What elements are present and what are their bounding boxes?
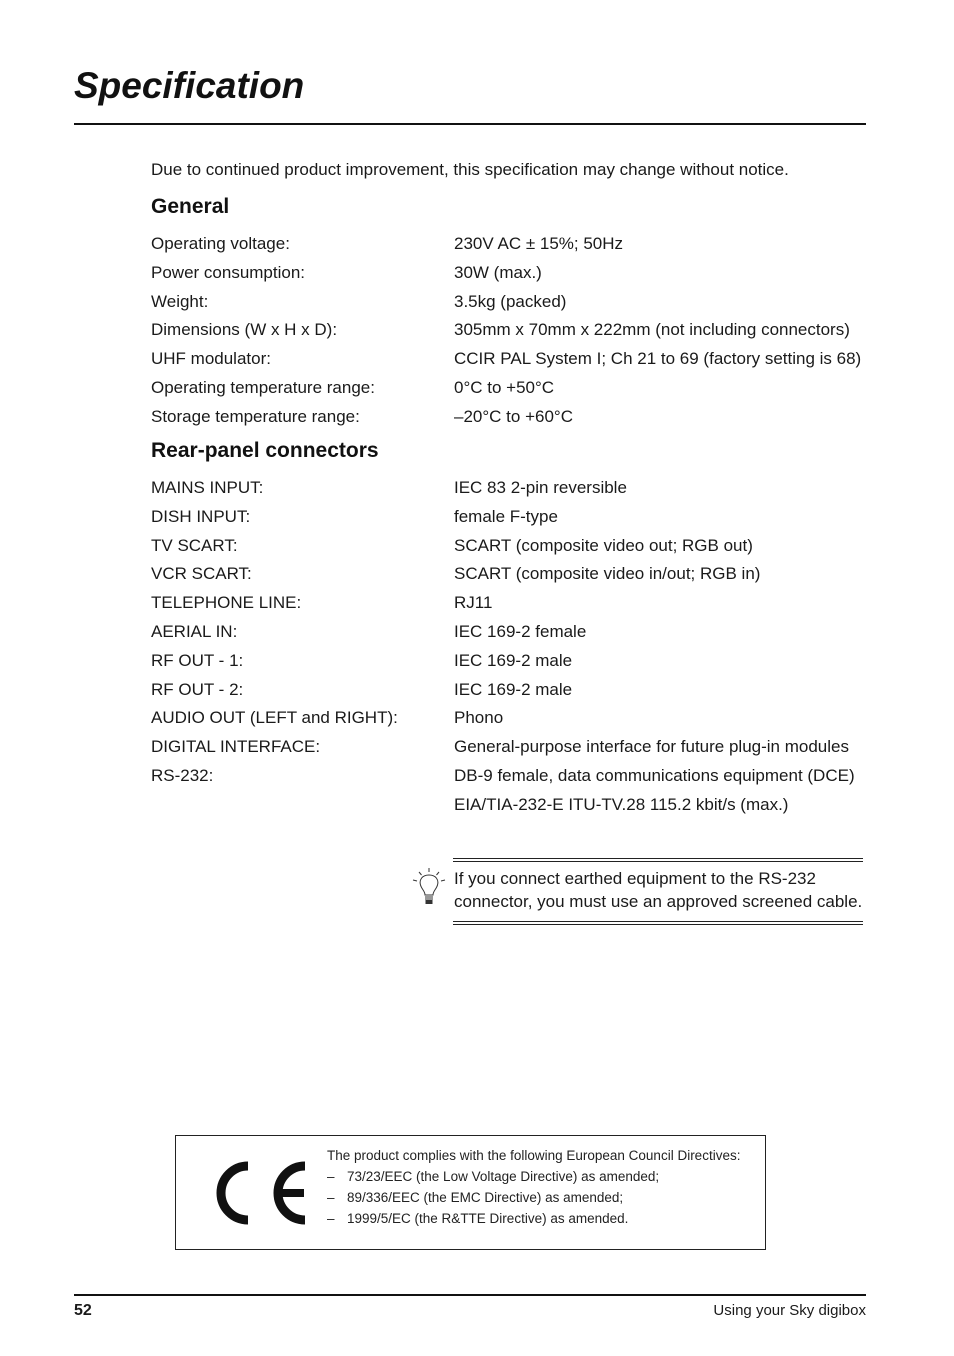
spec-label: DISH INPUT:	[151, 506, 251, 526]
spec-row	[151, 403, 871, 432]
spec-value: IEC 169-2 male	[454, 650, 573, 670]
note-text-line: connector, you must use an approved screened cable.	[454, 892, 863, 911]
ce-directive-text: 73/23/EEC (the Low Voltage Directive) as amended;	[347, 1169, 660, 1184]
intro-text: Due to continued product improvement, this specification may change without notice.	[151, 160, 789, 179]
spec-row	[151, 288, 871, 317]
running-footer: Using your Sky digibox	[713, 1302, 866, 1319]
spec-value: General-purpose interface for future plug-in modules	[454, 737, 849, 757]
note-text-line: If you connect earthed equipment to the RS-232	[454, 869, 816, 888]
ce-directives	[327, 1145, 740, 1229]
spec-label: AUDIO OUT (LEFT and RIGHT):	[151, 708, 398, 728]
spec-value: 0°C to +50°C	[454, 377, 555, 397]
general-heading: General	[151, 195, 230, 218]
spec-value: IEC 169-2 female	[454, 621, 587, 641]
spec-row	[151, 589, 871, 618]
spec-row	[151, 345, 871, 374]
dash-bullet: –	[327, 1190, 335, 1205]
note-rule-top	[453, 858, 863, 859]
general-spec-table	[151, 230, 871, 432]
page-title: Specification	[74, 65, 305, 106]
ce-directive-item	[327, 1166, 740, 1187]
ce-directive-text: 89/336/EEC (the EMC Directive) as amended;	[347, 1190, 624, 1205]
spec-row	[151, 374, 871, 403]
spec-value: IEC 83 2-pin reversible	[454, 478, 627, 497]
rear-panel-spec-table	[151, 474, 871, 820]
spec-label: Dimensions (W x H x D):	[151, 320, 338, 340]
spec-value: CCIR PAL System I; Ch 21 to 69 (factory setting is 68)	[454, 349, 862, 369]
ce-directive-text: 1999/5/EC (the R&TTE Directive) as amended.	[347, 1211, 629, 1226]
spec-row	[151, 647, 871, 676]
spec-label: DIGITAL INTERFACE:	[151, 737, 321, 757]
spec-label: VCR SCART:	[151, 564, 252, 584]
spec-label: Weight:	[151, 291, 209, 311]
spec-row	[151, 733, 871, 762]
spec-row	[151, 791, 871, 820]
spec-value: SCART (composite video in/out; RGB in)	[454, 564, 761, 584]
spec-row	[151, 316, 871, 345]
spec-label: MAINS INPUT:	[151, 478, 264, 497]
spec-row	[151, 676, 871, 705]
lightbulb-icon	[407, 866, 447, 906]
footer-rule	[74, 1294, 866, 1296]
spec-label: Storage temperature range:	[151, 406, 360, 426]
spec-label: Power consumption:	[151, 262, 306, 282]
spec-value: Phono	[454, 708, 504, 728]
spec-value: female F-type	[454, 506, 558, 526]
spec-value: 230V AC ± 15%; 50Hz	[454, 234, 624, 253]
spec-row	[151, 532, 871, 561]
spec-value: 305mm x 70mm x 222mm (not including connectors)	[454, 320, 850, 340]
title-rule	[74, 123, 866, 125]
spec-row	[151, 618, 871, 647]
spec-row	[151, 704, 871, 733]
spec-label: Operating temperature range:	[151, 377, 375, 397]
spec-label: Operating voltage:	[151, 234, 290, 253]
spec-value: EIA/TIA-232-E ITU-TV.28 115.2 kbit/s (max.)	[454, 794, 789, 814]
note-rule-bottom	[453, 924, 863, 925]
note-rule-bottom	[453, 921, 863, 922]
spec-label: RF OUT - 2:	[151, 679, 244, 699]
spec-row	[151, 560, 871, 589]
ce-mark-icon	[210, 1160, 310, 1226]
note-callout	[403, 858, 865, 928]
note-text	[454, 867, 864, 913]
spec-value: IEC 169-2 male	[454, 679, 573, 699]
ce-compliance-box	[175, 1135, 766, 1250]
ce-directive-item	[327, 1187, 740, 1208]
spec-row	[151, 762, 871, 791]
spec-label	[151, 791, 454, 820]
spec-label: AERIAL IN:	[151, 621, 238, 641]
rear-panel-heading: Rear-panel connectors	[151, 439, 379, 462]
spec-label: UHF modulator:	[151, 349, 271, 369]
note-rule-top	[453, 861, 863, 862]
spec-row	[151, 259, 871, 288]
dash-bullet: –	[327, 1169, 335, 1184]
spec-value: RJ11	[454, 593, 493, 613]
spec-row	[151, 503, 871, 532]
spec-value: DB-9 female, data communications equipment (DCE)	[454, 765, 855, 785]
ce-directive-item	[327, 1208, 740, 1229]
spec-value: SCART (composite video out; RGB out)	[454, 535, 753, 555]
dash-bullet: –	[327, 1211, 335, 1226]
spec-label: RF OUT - 1:	[151, 650, 244, 670]
spec-row	[151, 230, 871, 259]
ce-intro: The product complies with the following European Council Directives:	[327, 1148, 741, 1163]
spec-label: RS-232:	[151, 765, 214, 785]
spec-label: TELEPHONE LINE:	[151, 593, 302, 613]
spec-value: 30W (max.)	[454, 262, 542, 282]
spec-row	[151, 474, 871, 503]
spec-value: –20°C to +60°C	[454, 406, 573, 426]
page-number: 52	[74, 1302, 92, 1319]
spec-value: 3.5kg (packed)	[454, 291, 567, 311]
spec-label: TV SCART:	[151, 535, 238, 555]
